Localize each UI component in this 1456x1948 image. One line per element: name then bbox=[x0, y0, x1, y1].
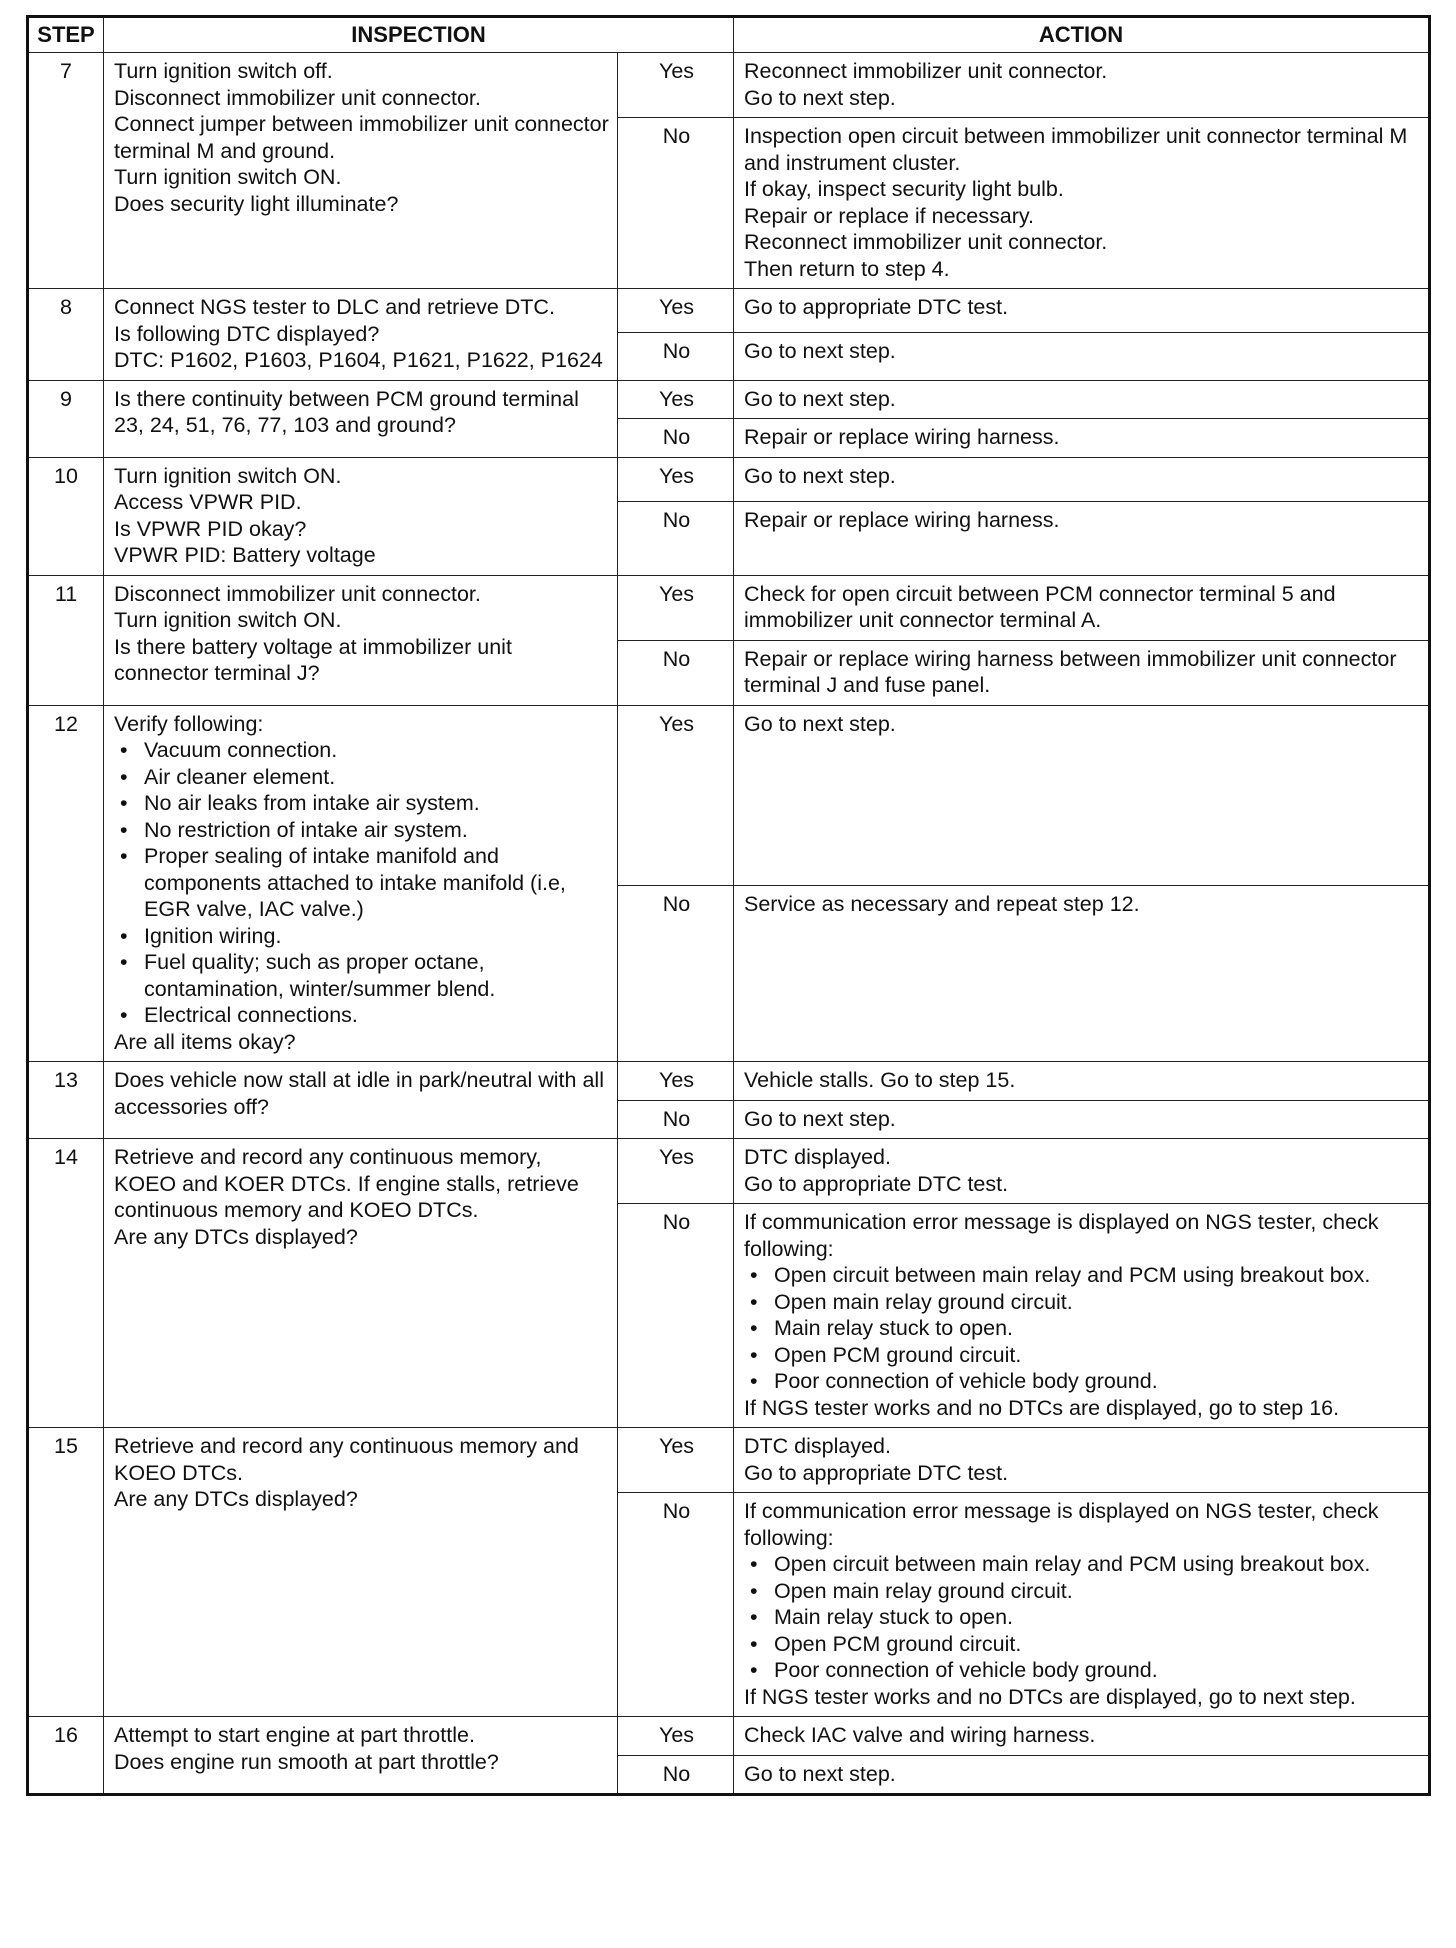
inspection-cell bbox=[104, 575, 618, 705]
inspection-line: VPWR PID: Battery voltage bbox=[114, 543, 376, 567]
action-line: Repair or replace wiring harness. bbox=[744, 425, 1060, 449]
inspection-cell bbox=[104, 1428, 618, 1717]
inspection-cell bbox=[104, 380, 618, 457]
action-line: Go to appropriate DTC test. bbox=[744, 1460, 1009, 1485]
inspection-intro: Verify following: bbox=[114, 711, 264, 736]
action-line: Check IAC valve and wiring harness. bbox=[744, 1723, 1096, 1747]
inspection-line: Is there continuity between PCM ground terminal 23, 24, 51, 76, 77, 103 and ground? bbox=[114, 386, 579, 437]
inspection-line: Retrieve and record any continuous memory, KOEO and KOER DTCs. If engine stalls, retrieve continuous memory and KOEO DTCs. bbox=[114, 1145, 579, 1222]
no-action bbox=[734, 1100, 1430, 1139]
action-line: DTC displayed. bbox=[744, 1434, 891, 1458]
inspection-line: Disconnect immobilizer unit connector. bbox=[114, 581, 481, 606]
bullet-item: • Fuel quality; such as proper octane, contamination, winter/summer blend. bbox=[114, 949, 609, 1002]
inspection-line: Are any DTCs displayed? bbox=[114, 1224, 358, 1249]
bullet-item: • Open PCM ground circuit. bbox=[744, 1342, 1420, 1369]
bullet-item: • Electrical connections. bbox=[114, 1002, 609, 1029]
yes-action bbox=[734, 1062, 1430, 1101]
step-8-yes-row bbox=[28, 289, 1430, 333]
bullet-item: • Main relay stuck to open. bbox=[744, 1315, 1420, 1342]
bullet-item: • Main relay stuck to open. bbox=[744, 1604, 1420, 1631]
action-line: Go to next step. bbox=[744, 711, 896, 736]
bullet-item: • Open PCM ground circuit. bbox=[744, 1631, 1420, 1658]
action-line: Go to next step. bbox=[744, 386, 896, 411]
action-line: Vehicle stalls. Go to step 15. bbox=[744, 1068, 1016, 1092]
action-outro: If NGS tester works and no DTCs are displayed, go to next step. bbox=[744, 1684, 1356, 1709]
no-action bbox=[734, 1493, 1430, 1717]
inspection-cell bbox=[104, 1062, 618, 1139]
step-11-yes-row bbox=[28, 575, 1430, 640]
step-number: 15 bbox=[28, 1428, 104, 1717]
inspection-line: Does vehicle now stall at idle in park/neutral with all accessories off? bbox=[114, 1068, 604, 1119]
inspection-cell bbox=[104, 705, 618, 1062]
no-label: No bbox=[618, 1100, 734, 1139]
yes-action bbox=[734, 53, 1430, 118]
step-14-yes-row bbox=[28, 1139, 1430, 1204]
bullet-item: • Open main relay ground circuit. bbox=[744, 1289, 1420, 1316]
header-row bbox=[28, 17, 1430, 53]
step-number: 11 bbox=[28, 575, 104, 705]
step-number: 16 bbox=[28, 1717, 104, 1795]
action-line: Repair or replace if necessary. bbox=[744, 203, 1034, 228]
inspection-line: DTC: P1602, P1603, P1604, P1621, P1622, P1624 bbox=[114, 348, 603, 372]
no-action bbox=[734, 118, 1430, 289]
yes-action bbox=[734, 457, 1430, 501]
header-action: ACTION bbox=[734, 17, 1430, 53]
inspection-line: Retrieve and record any continuous memory and KOEO DTCs. bbox=[114, 1434, 579, 1485]
bullet-item: • Poor connection of vehicle body ground. bbox=[744, 1657, 1420, 1684]
yes-action bbox=[734, 1717, 1430, 1756]
step-12-group bbox=[28, 705, 1430, 1062]
yes-action bbox=[734, 705, 1430, 885]
no-action bbox=[734, 333, 1430, 381]
inspection-line: Does engine run smooth at part throttle? bbox=[114, 1749, 499, 1774]
step-12-yes-row bbox=[28, 705, 1430, 885]
action-line: Then return to step 4. bbox=[744, 256, 950, 281]
no-label: No bbox=[618, 1755, 734, 1795]
no-label: No bbox=[618, 1204, 734, 1428]
yes-label: Yes bbox=[618, 289, 734, 333]
action-line: DTC displayed. bbox=[744, 1145, 891, 1169]
bullet-item: • Poor connection of vehicle body ground. bbox=[744, 1368, 1420, 1395]
yes-action bbox=[734, 1428, 1430, 1493]
yes-label: Yes bbox=[618, 575, 734, 640]
yes-action bbox=[734, 380, 1430, 419]
step-15-yes-row bbox=[28, 1428, 1430, 1493]
step-7-group bbox=[28, 53, 1430, 289]
no-action bbox=[734, 640, 1430, 705]
action-line: Check for open circuit between PCM connector terminal 5 and immobilizer unit connector terminal A. bbox=[744, 581, 1336, 632]
step-number: 10 bbox=[28, 457, 104, 575]
inspection-cell bbox=[104, 1139, 618, 1428]
action-line: Go to appropriate DTC test. bbox=[744, 1171, 1009, 1196]
inspection-line: Turn ignition switch ON. bbox=[114, 608, 342, 632]
no-label: No bbox=[618, 118, 734, 289]
header-inspection: INSPECTION bbox=[104, 17, 734, 53]
action-line: Reconnect immobilizer unit connector. bbox=[744, 59, 1108, 83]
no-action bbox=[734, 501, 1430, 575]
step-number: 14 bbox=[28, 1139, 104, 1428]
step-number: 7 bbox=[28, 53, 104, 289]
no-action bbox=[734, 1755, 1430, 1795]
bullet-item: • Open main relay ground circuit. bbox=[744, 1578, 1420, 1605]
step-number: 9 bbox=[28, 380, 104, 457]
bullet-item: • Vacuum connection. bbox=[114, 737, 609, 764]
no-action bbox=[734, 1204, 1430, 1428]
inspection-bullet-list bbox=[114, 737, 609, 1029]
step-7-yes-row bbox=[28, 53, 1430, 118]
step-9-yes-row bbox=[28, 380, 1430, 419]
no-label: No bbox=[618, 640, 734, 705]
step-13-group bbox=[28, 1062, 1430, 1139]
inspection-line: Is VPWR PID okay? bbox=[114, 516, 307, 541]
step-number: 13 bbox=[28, 1062, 104, 1139]
yes-label: Yes bbox=[618, 53, 734, 118]
bullet-item: • No air leaks from intake air system. bbox=[114, 790, 609, 817]
no-label: No bbox=[618, 885, 734, 1062]
action-line: Go to next step. bbox=[744, 85, 896, 110]
inspection-line: Are any DTCs displayed? bbox=[114, 1487, 358, 1511]
inspection-outro: Are all items okay? bbox=[114, 1029, 296, 1054]
inspection-line: Access VPWR PID. bbox=[114, 490, 302, 514]
yes-action bbox=[734, 289, 1430, 333]
yes-action bbox=[734, 575, 1430, 640]
step-8-group bbox=[28, 289, 1430, 381]
yes-label: Yes bbox=[618, 1062, 734, 1101]
action-intro: If communication error message is displayed on NGS tester, check following: bbox=[744, 1499, 1379, 1550]
diagnostic-page bbox=[26, 15, 1428, 1796]
bullet-item: • Open circuit between main relay and PCM using breakout box. bbox=[744, 1262, 1420, 1289]
no-action bbox=[734, 419, 1430, 458]
action-bullet-list bbox=[744, 1262, 1420, 1395]
step-14-group bbox=[28, 1139, 1430, 1428]
action-line: Go to appropriate DTC test. bbox=[744, 295, 1009, 319]
step-10-yes-row bbox=[28, 457, 1430, 501]
step-13-yes-row bbox=[28, 1062, 1430, 1101]
bullet-item: • Proper sealing of intake manifold and components attached to intake manifold (i.e, EGR valve, IAC valve.) bbox=[114, 843, 609, 923]
action-line: Go to next step. bbox=[744, 1106, 896, 1131]
yes-label: Yes bbox=[618, 1717, 734, 1756]
no-label: No bbox=[618, 501, 734, 575]
inspection-cell bbox=[104, 53, 618, 289]
yes-label: Yes bbox=[618, 705, 734, 885]
no-label: No bbox=[618, 419, 734, 458]
yes-label: Yes bbox=[618, 1428, 734, 1493]
action-line: Go to next step. bbox=[744, 339, 896, 363]
action-line: If okay, inspect security light bulb. bbox=[744, 177, 1064, 201]
inspection-cell bbox=[104, 289, 618, 381]
step-16-yes-row bbox=[28, 1717, 1430, 1756]
no-label: No bbox=[618, 333, 734, 381]
action-line: Go to next step. bbox=[744, 463, 896, 488]
yes-label: Yes bbox=[618, 457, 734, 501]
action-line: Inspection open circuit between immobilizer unit connector terminal M and instrument cluster. bbox=[744, 124, 1408, 175]
step-16-group bbox=[28, 1717, 1430, 1795]
action-line: Repair or replace wiring harness between immobilizer unit connector terminal J and fuse panel. bbox=[744, 646, 1397, 697]
inspection-line: Is there battery voltage at immobilizer unit connector terminal J? bbox=[114, 634, 512, 685]
no-label: No bbox=[618, 1493, 734, 1717]
action-outro: If NGS tester works and no DTCs are displayed, go to step 16. bbox=[744, 1395, 1340, 1420]
action-line: Repair or replace wiring harness. bbox=[744, 507, 1060, 532]
no-action bbox=[734, 885, 1430, 1062]
action-intro: If communication error message is displayed on NGS tester, check following: bbox=[744, 1210, 1379, 1261]
inspection-cell bbox=[104, 1717, 618, 1795]
action-bullet-list bbox=[744, 1551, 1420, 1684]
step-11-group bbox=[28, 575, 1430, 705]
step-15-group bbox=[28, 1428, 1430, 1717]
inspection-line: Is following DTC displayed? bbox=[114, 321, 380, 346]
yes-action bbox=[734, 1139, 1430, 1204]
step-10-group bbox=[28, 457, 1430, 575]
inspection-line: Disconnect immobilizer unit connector. bbox=[114, 85, 481, 110]
inspection-line: Turn ignition switch off. bbox=[114, 59, 333, 83]
bullet-item: • Air cleaner element. bbox=[114, 764, 609, 791]
bullet-item: • Open circuit between main relay and PCM using breakout box. bbox=[744, 1551, 1420, 1578]
action-line: Service as necessary and repeat step 12. bbox=[744, 891, 1140, 916]
yes-label: Yes bbox=[618, 380, 734, 419]
inspection-line: Does security light illuminate? bbox=[114, 191, 399, 216]
step-number: 8 bbox=[28, 289, 104, 381]
bullet-item: • Ignition wiring. bbox=[114, 923, 609, 950]
inspection-line: Connect jumper between immobilizer unit connector terminal M and ground. bbox=[114, 112, 609, 163]
diagnostic-table bbox=[26, 15, 1431, 1796]
bullet-item: • No restriction of intake air system. bbox=[114, 817, 609, 844]
step-number: 12 bbox=[28, 705, 104, 1062]
yes-label: Yes bbox=[618, 1139, 734, 1204]
action-line: Go to next step. bbox=[744, 1761, 896, 1786]
inspection-line: Connect NGS tester to DLC and retrieve DTC. bbox=[114, 295, 555, 319]
inspection-cell bbox=[104, 457, 618, 575]
action-line: Reconnect immobilizer unit connector. bbox=[744, 230, 1108, 254]
inspection-line: Turn ignition switch ON. bbox=[114, 463, 342, 488]
inspection-line: Attempt to start engine at part throttle. bbox=[114, 1723, 475, 1747]
header-step: STEP bbox=[28, 17, 104, 53]
step-9-group bbox=[28, 380, 1430, 457]
inspection-line: Turn ignition switch ON. bbox=[114, 165, 342, 189]
